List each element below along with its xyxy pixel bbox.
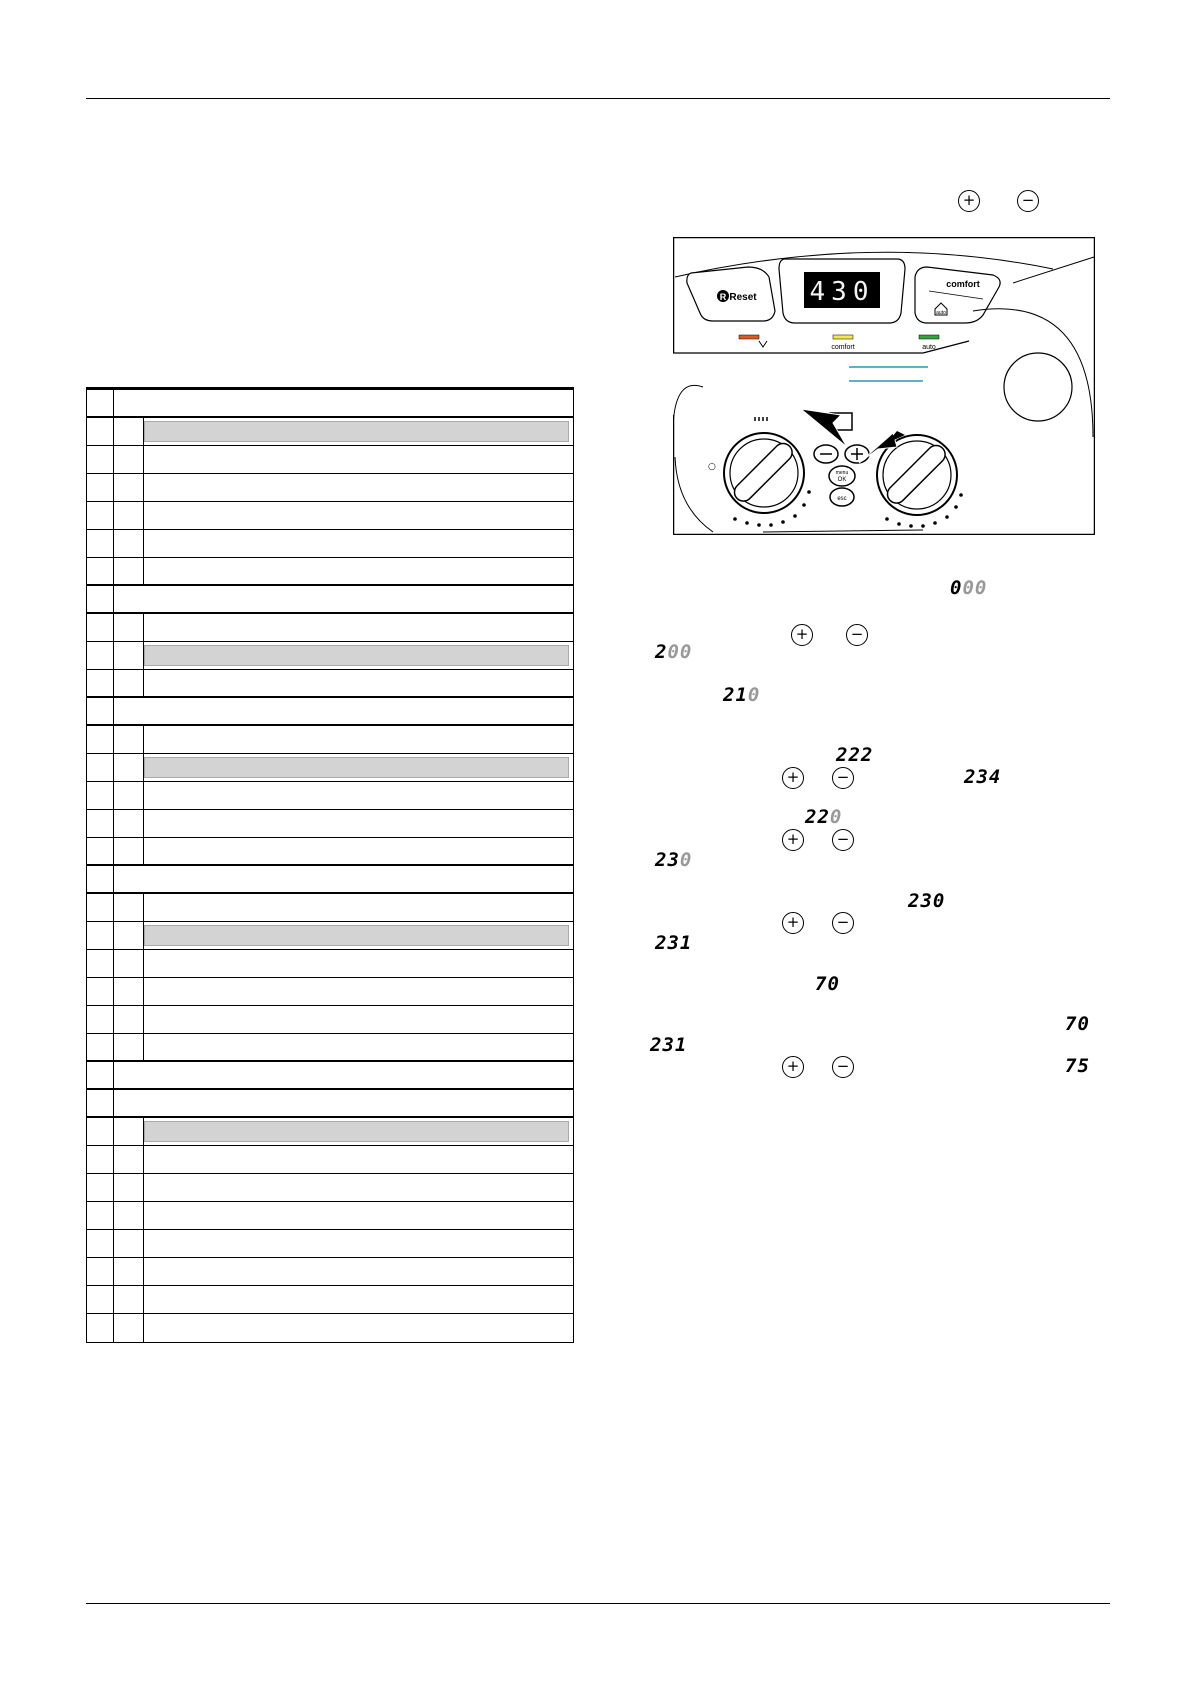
plus-icon: + bbox=[782, 1056, 804, 1078]
highlighted-cell bbox=[144, 421, 569, 442]
control-panel-illustration bbox=[673, 237, 1095, 535]
svg-text:menu: menu bbox=[835, 470, 849, 476]
table-group-header bbox=[87, 698, 573, 726]
minus-icon: − bbox=[832, 1056, 854, 1078]
plus-icon: + bbox=[958, 190, 980, 212]
yellow-led bbox=[833, 335, 853, 339]
code-000: 000 bbox=[950, 577, 988, 599]
table-row bbox=[87, 894, 573, 922]
plus-icon: + bbox=[791, 624, 813, 646]
comfort-label: comfort bbox=[946, 279, 980, 289]
red-led bbox=[739, 335, 759, 339]
plus-button[interactable] bbox=[845, 445, 869, 463]
plus-icon: + bbox=[782, 829, 804, 851]
table-row bbox=[87, 838, 573, 866]
highlighted-cell bbox=[144, 925, 569, 946]
table-cell-number bbox=[87, 390, 114, 416]
indicator-auto-label: auto bbox=[922, 344, 936, 351]
round-cover bbox=[1004, 353, 1072, 421]
table-row bbox=[87, 670, 573, 698]
table-row bbox=[87, 1286, 573, 1314]
minus-icon: − bbox=[846, 624, 868, 646]
display-window bbox=[779, 259, 905, 323]
minus-icon: − bbox=[832, 767, 854, 789]
highlighted-cell bbox=[144, 645, 569, 666]
plus-icon: + bbox=[782, 912, 804, 934]
green-led bbox=[919, 335, 939, 339]
table-row bbox=[87, 614, 573, 642]
auto-label: auto bbox=[936, 310, 946, 316]
minus-icon: − bbox=[832, 829, 854, 851]
table-row bbox=[87, 642, 573, 670]
highlighted-cell bbox=[144, 757, 569, 778]
code-210: 210 bbox=[723, 684, 761, 706]
esc-button[interactable] bbox=[830, 488, 854, 506]
minus-icon: − bbox=[832, 912, 854, 934]
table-group-header bbox=[87, 586, 573, 614]
table-row bbox=[87, 782, 573, 810]
code-230b: 230 bbox=[908, 890, 946, 912]
table-group-header bbox=[87, 866, 573, 894]
left-knob[interactable] bbox=[724, 433, 804, 513]
table-row bbox=[87, 754, 573, 782]
svg-text:R: R bbox=[719, 292, 727, 302]
table-row bbox=[87, 1146, 573, 1174]
minus-button[interactable] bbox=[814, 445, 838, 463]
table-row bbox=[87, 502, 573, 530]
table-row bbox=[87, 1034, 573, 1062]
table-row bbox=[87, 1174, 573, 1202]
off-icon: ○ bbox=[708, 462, 716, 472]
code-70b: 70 bbox=[1065, 1013, 1090, 1035]
svg-text:OK: OK bbox=[837, 477, 847, 483]
code-230a: 230 bbox=[655, 849, 693, 871]
table-group-header bbox=[87, 1062, 573, 1090]
code-75: 75 bbox=[1065, 1055, 1090, 1077]
reset-button[interactable] bbox=[687, 267, 775, 321]
highlighted-cell bbox=[144, 1121, 569, 1142]
table-row bbox=[87, 418, 573, 446]
table-row bbox=[87, 1202, 573, 1230]
svg-text:esc: esc bbox=[837, 496, 847, 502]
table-row bbox=[87, 950, 573, 978]
code-231a: 231 bbox=[655, 932, 693, 954]
table-row bbox=[87, 922, 573, 950]
parameter-table bbox=[86, 387, 574, 1343]
table-row bbox=[87, 1314, 573, 1342]
table-row bbox=[87, 1118, 573, 1146]
code-220: 220 bbox=[805, 806, 843, 828]
code-234: 234 bbox=[964, 766, 1002, 788]
minus-icon: − bbox=[1017, 190, 1039, 212]
menu-ok-button[interactable] bbox=[829, 466, 855, 486]
display-value: 430 bbox=[809, 277, 875, 307]
table-group-header bbox=[87, 390, 573, 418]
table-row bbox=[87, 810, 573, 838]
table-row bbox=[87, 726, 573, 754]
table-row bbox=[87, 530, 573, 558]
code-70a: 70 bbox=[815, 973, 840, 995]
table-row bbox=[87, 1230, 573, 1258]
table-group-header bbox=[87, 1090, 573, 1118]
code-200: 200 bbox=[655, 641, 693, 663]
reset-label: Reset bbox=[729, 292, 757, 303]
table-row bbox=[87, 474, 573, 502]
plus-icon: + bbox=[782, 767, 804, 789]
footer-rule bbox=[86, 1603, 1110, 1604]
table-row bbox=[87, 558, 573, 586]
table-row bbox=[87, 1006, 573, 1034]
table-cell-title bbox=[114, 390, 573, 416]
header-rule bbox=[86, 98, 1110, 99]
code-231b: 231 bbox=[650, 1034, 688, 1056]
code-222: 222 bbox=[836, 744, 874, 766]
table-row bbox=[87, 446, 573, 474]
table-row bbox=[87, 1258, 573, 1286]
indicator-comfort-label: comfort bbox=[831, 344, 855, 351]
table-row bbox=[87, 978, 573, 1006]
